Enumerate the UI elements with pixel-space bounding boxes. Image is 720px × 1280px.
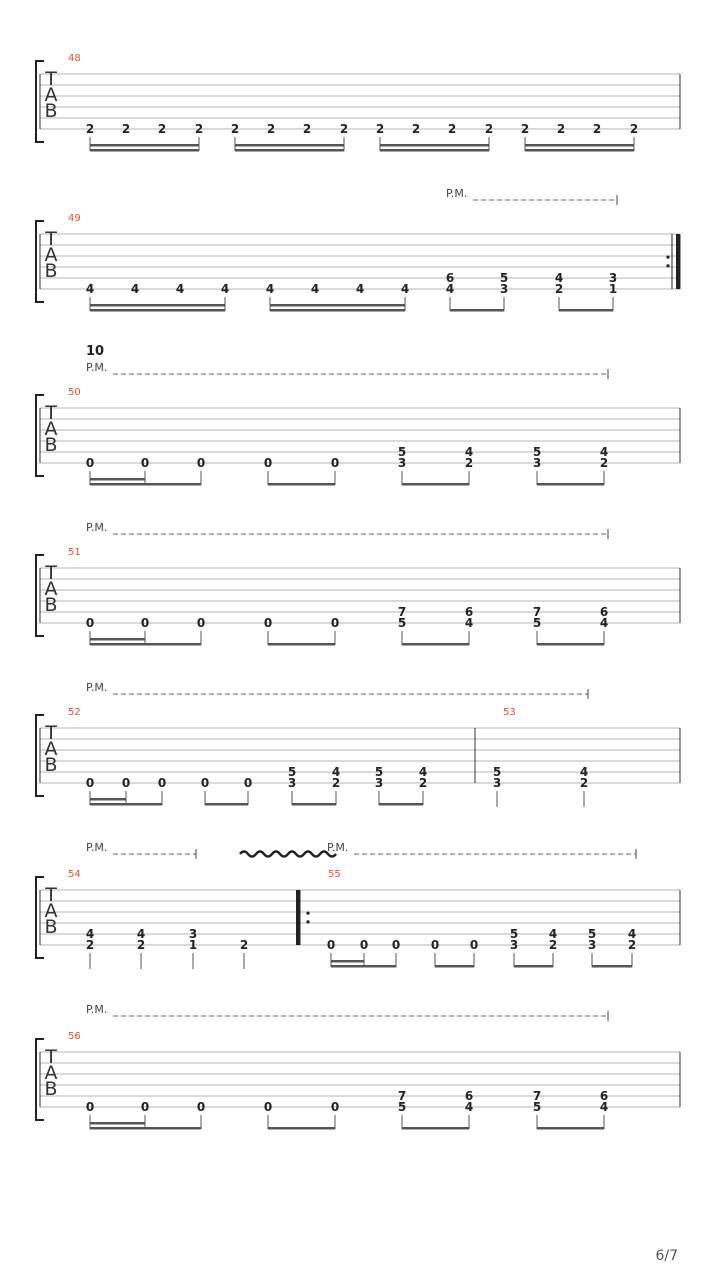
fret-number: 2 xyxy=(520,122,530,136)
measure-number: 56 xyxy=(68,1031,81,1042)
palm-mute-label: P.M. xyxy=(86,841,108,854)
beam xyxy=(90,1122,145,1125)
beam xyxy=(205,803,248,806)
repeat-dot xyxy=(306,912,309,915)
fret-number: 4 xyxy=(599,616,609,630)
measure-number: 54 xyxy=(68,869,81,880)
fret-number: 0 xyxy=(85,776,95,790)
fret-number: 2 xyxy=(418,776,428,790)
tab-clef-letter: T xyxy=(45,228,57,250)
beam xyxy=(380,149,489,152)
fret-number: 2 xyxy=(579,776,589,790)
beam xyxy=(537,643,604,646)
measure-number: 48 xyxy=(68,53,81,64)
fret-number: 7 xyxy=(532,605,542,619)
tab-clef-letter: T xyxy=(45,1046,57,1068)
fret-number: 4 xyxy=(175,282,185,296)
vibrato-icon xyxy=(240,852,336,857)
beam xyxy=(537,1127,604,1130)
fret-number: 3 xyxy=(499,282,509,296)
fret-number: 6 xyxy=(464,1089,474,1103)
fret-number: 0 xyxy=(243,776,253,790)
fret-number: 2 xyxy=(85,938,95,952)
fret-number: 0 xyxy=(140,1100,150,1114)
fret-number: 0 xyxy=(85,616,95,630)
fret-number: 0 xyxy=(263,616,273,630)
fret-number: 2 xyxy=(592,122,602,136)
fret-number: 4 xyxy=(579,765,589,779)
fret-number: 5 xyxy=(287,765,297,779)
fret-number: 4 xyxy=(464,1100,474,1114)
tab-clef-letter: A xyxy=(44,418,58,440)
fret-number: 2 xyxy=(121,122,131,136)
fret-number: 2 xyxy=(627,938,637,952)
beam xyxy=(90,638,145,641)
measure-number: 50 xyxy=(68,387,81,398)
tab-clef-letter: A xyxy=(44,1062,58,1084)
fret-number: 2 xyxy=(157,122,167,136)
fret-number: 4 xyxy=(599,1100,609,1114)
fret-number: 0 xyxy=(391,938,401,952)
fret-number: 5 xyxy=(587,927,597,941)
tab-clef-letter: B xyxy=(44,754,58,776)
tab-clef-letter: A xyxy=(44,244,58,266)
fret-number: 5 xyxy=(509,927,519,941)
fret-number: 6 xyxy=(464,605,474,619)
fret-number: 0 xyxy=(330,616,340,630)
fret-number: 4 xyxy=(599,445,609,459)
fret-number: 2 xyxy=(302,122,312,136)
beam xyxy=(90,483,145,486)
measure-number: 55 xyxy=(328,869,341,880)
fret-number: 4 xyxy=(85,927,95,941)
fret-number: 0 xyxy=(196,1100,206,1114)
staff-system xyxy=(36,841,680,969)
fret-number: 2 xyxy=(447,122,457,136)
tab-clef-letter: A xyxy=(44,900,58,922)
fret-number: 4 xyxy=(554,271,564,285)
beam xyxy=(592,965,632,968)
fret-number: 4 xyxy=(220,282,230,296)
fret-number: 5 xyxy=(397,616,407,630)
fret-number: 5 xyxy=(532,616,542,630)
measure-number: 49 xyxy=(68,213,81,224)
beam xyxy=(514,965,553,968)
beam xyxy=(90,144,199,147)
fret-number: 5 xyxy=(397,1100,407,1114)
fret-number: 0 xyxy=(140,456,150,470)
beam xyxy=(145,643,201,646)
palm-mute-label: P.M. xyxy=(327,841,349,854)
staff-system xyxy=(36,53,680,152)
repeat-dot xyxy=(666,264,669,267)
beam xyxy=(90,149,199,152)
fret-number: 2 xyxy=(554,282,564,296)
tab-clef-letter: B xyxy=(44,1078,58,1100)
fret-number: 0 xyxy=(140,616,150,630)
beam xyxy=(292,803,336,806)
repeat-end-barline xyxy=(676,234,680,289)
palm-mute-label: P.M. xyxy=(86,681,108,694)
beam xyxy=(450,309,504,312)
tab-clef-letter: B xyxy=(44,100,58,122)
fret-number: 2 xyxy=(599,456,609,470)
fret-number: 2 xyxy=(230,122,240,136)
fret-number: 2 xyxy=(484,122,494,136)
beam xyxy=(402,643,469,646)
fret-number: 2 xyxy=(85,122,95,136)
tab-clef-letter: T xyxy=(45,68,57,90)
page-number: 6/7 xyxy=(655,1248,678,1264)
beam xyxy=(525,144,634,147)
fret-number: 2 xyxy=(548,938,558,952)
tab-clef-letter: B xyxy=(44,916,58,938)
fret-number: 0 xyxy=(157,776,167,790)
fret-number: 2 xyxy=(194,122,204,136)
beam xyxy=(268,1127,335,1130)
fret-number: 0 xyxy=(196,456,206,470)
beam xyxy=(331,960,364,963)
fret-number: 0 xyxy=(330,1100,340,1114)
beam xyxy=(90,309,225,312)
beam xyxy=(379,803,423,806)
beam xyxy=(126,803,162,806)
fret-number: 4 xyxy=(548,927,558,941)
beam xyxy=(525,149,634,152)
measure-number: 53 xyxy=(503,707,516,718)
beam xyxy=(402,483,469,486)
fret-number: 0 xyxy=(200,776,210,790)
beam xyxy=(559,309,613,312)
beam xyxy=(380,144,489,147)
section-marker: 10 xyxy=(86,344,105,359)
fret-number: 0 xyxy=(121,776,131,790)
fret-number: 4 xyxy=(136,927,146,941)
fret-number: 3 xyxy=(397,456,407,470)
repeat-dot xyxy=(306,920,309,923)
fret-number: 3 xyxy=(587,938,597,952)
fret-number: 4 xyxy=(355,282,365,296)
fret-number: 4 xyxy=(265,282,275,296)
tab-clef-letter: T xyxy=(45,884,57,906)
fret-number: 2 xyxy=(411,122,421,136)
fret-number: 4 xyxy=(627,927,637,941)
fret-number: 3 xyxy=(287,776,297,790)
fret-number: 0 xyxy=(196,616,206,630)
beam xyxy=(90,803,126,806)
fret-number: 6 xyxy=(599,605,609,619)
fret-number: 1 xyxy=(608,282,618,296)
beam xyxy=(364,965,396,968)
fret-number: 0 xyxy=(430,938,440,952)
fret-number: 5 xyxy=(532,1100,542,1114)
fret-number: 0 xyxy=(85,1100,95,1114)
fret-number: 5 xyxy=(532,445,542,459)
fret-number: 5 xyxy=(397,445,407,459)
beam xyxy=(145,483,201,486)
measure-number: 51 xyxy=(68,547,81,558)
beam xyxy=(331,965,364,968)
tab-clef-letter: B xyxy=(44,434,58,456)
fret-number: 4 xyxy=(331,765,341,779)
fret-number: 2 xyxy=(556,122,566,136)
fret-number: 2 xyxy=(375,122,385,136)
fret-number: 3 xyxy=(509,938,519,952)
tab-clef-letter: T xyxy=(45,562,57,584)
fret-number: 0 xyxy=(85,456,95,470)
fret-number: 7 xyxy=(397,1089,407,1103)
staff-system xyxy=(36,344,680,486)
fret-number: 0 xyxy=(359,938,369,952)
palm-mute-label: P.M. xyxy=(86,361,108,374)
fret-number: 2 xyxy=(339,122,349,136)
beam xyxy=(90,798,126,801)
beam xyxy=(145,1127,201,1130)
fret-number: 4 xyxy=(464,616,474,630)
beam xyxy=(90,304,225,307)
beam xyxy=(268,483,335,486)
fret-number: 0 xyxy=(263,456,273,470)
fret-number: 4 xyxy=(85,282,95,296)
palm-mute-label: P.M. xyxy=(86,521,108,534)
beam xyxy=(90,643,145,646)
fret-number: 7 xyxy=(532,1089,542,1103)
fret-number: 3 xyxy=(374,776,384,790)
fret-number: 5 xyxy=(499,271,509,285)
fret-number: 4 xyxy=(400,282,410,296)
fret-number: 6 xyxy=(445,271,455,285)
fret-number: 4 xyxy=(445,282,455,296)
tab-clef-letter: A xyxy=(44,84,58,106)
staff-system xyxy=(36,681,680,807)
tab-clef-letter: B xyxy=(44,260,58,282)
fret-number: 3 xyxy=(532,456,542,470)
beam xyxy=(235,149,344,152)
palm-mute-label: P.M. xyxy=(446,187,468,200)
fret-number: 3 xyxy=(188,927,198,941)
fret-number: 7 xyxy=(397,605,407,619)
palm-mute-label: P.M. xyxy=(86,1003,108,1016)
staff-system xyxy=(36,521,680,646)
tab-clef-letter: B xyxy=(44,594,58,616)
fret-number: 3 xyxy=(608,271,618,285)
repeat-dot xyxy=(666,256,669,259)
staff-system xyxy=(36,187,680,312)
beam xyxy=(435,965,474,968)
fret-number: 2 xyxy=(331,776,341,790)
tab-clef-letter: T xyxy=(45,402,57,424)
fret-number: 4 xyxy=(130,282,140,296)
fret-number: 0 xyxy=(263,1100,273,1114)
beam xyxy=(270,309,405,312)
tab-clef-letter: A xyxy=(44,738,58,760)
fret-number: 6 xyxy=(599,1089,609,1103)
beam xyxy=(537,483,604,486)
staff-system xyxy=(36,1003,680,1130)
beam xyxy=(268,643,335,646)
fret-number: 2 xyxy=(629,122,639,136)
fret-number: 2 xyxy=(239,938,249,952)
fret-number: 2 xyxy=(136,938,146,952)
tab-clef-letter: T xyxy=(45,722,57,744)
beam xyxy=(90,478,145,481)
repeat-start-barline xyxy=(296,890,300,945)
tab-clef-letter: A xyxy=(44,578,58,600)
fret-number: 0 xyxy=(326,938,336,952)
fret-number: 5 xyxy=(492,765,502,779)
fret-number: 1 xyxy=(188,938,198,952)
fret-number: 0 xyxy=(469,938,479,952)
fret-number: 4 xyxy=(310,282,320,296)
beam xyxy=(235,144,344,147)
fret-number: 0 xyxy=(330,456,340,470)
fret-number: 4 xyxy=(464,445,474,459)
fret-number: 2 xyxy=(266,122,276,136)
beam xyxy=(402,1127,469,1130)
measure-number: 52 xyxy=(68,707,81,718)
fret-number: 3 xyxy=(492,776,502,790)
beam xyxy=(270,304,405,307)
fret-number: 5 xyxy=(374,765,384,779)
fret-number: 4 xyxy=(418,765,428,779)
fret-number: 2 xyxy=(464,456,474,470)
beam xyxy=(90,1127,145,1130)
